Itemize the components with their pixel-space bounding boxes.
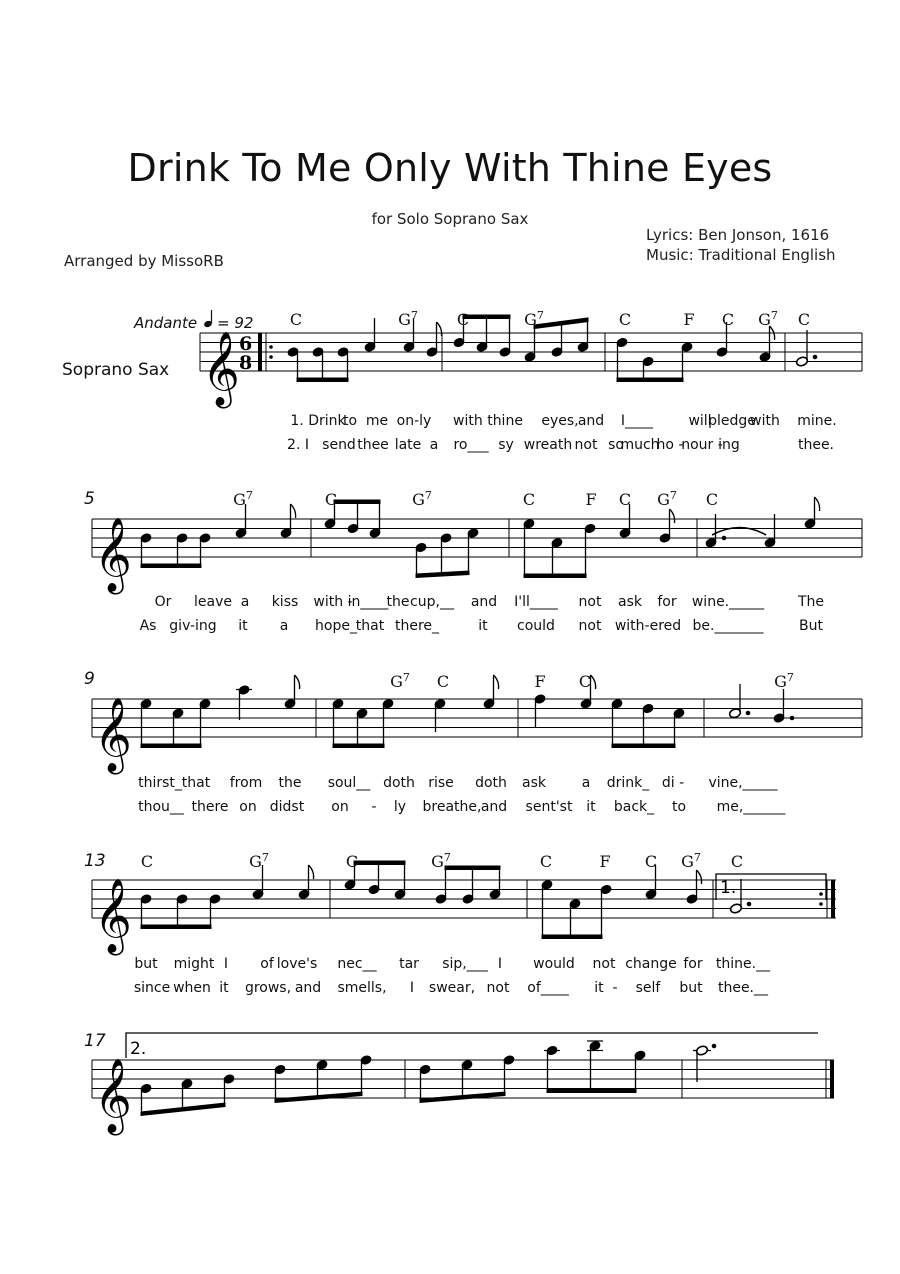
lyric-syllable: not	[592, 956, 616, 972]
chord-symbol: $G^7$	[390, 671, 410, 691]
lyric-syllable: doth	[475, 775, 507, 791]
repeat-dot	[819, 902, 823, 906]
lyric-syllable: of	[260, 956, 274, 972]
lyric-syllable: giv-ing	[169, 618, 217, 634]
lyric-syllable: the	[278, 775, 302, 791]
lyric-syllable: with thine	[453, 413, 523, 429]
lyric-syllable: on-ly	[396, 413, 432, 429]
chord-symbol: C	[522, 490, 536, 509]
lyric-syllable: and	[577, 413, 605, 429]
lyric-syllable: didst	[269, 799, 305, 815]
chord-symbol: C	[289, 310, 303, 329]
arranger-credit: Arranged by MissoRB	[64, 252, 224, 270]
measure-number: 9	[84, 669, 95, 689]
chord-symbol: F	[683, 310, 695, 329]
treble-clef-icon: 𝄞	[94, 879, 132, 953]
lyric-syllable: thee.	[797, 437, 835, 453]
chord-symbol: C	[539, 852, 553, 871]
lyric-syllable: smells,	[337, 980, 387, 996]
lyric-syllable: and	[294, 980, 322, 996]
lyric-syllable: but	[679, 980, 703, 996]
lyric-syllable: As	[139, 618, 157, 634]
lyric-syllable: a	[581, 775, 591, 791]
lyric-syllable: not	[578, 618, 602, 634]
lyric-syllable: kiss	[271, 594, 299, 610]
lyric-syllable: grows,	[244, 980, 292, 996]
chord-symbol: F	[585, 490, 597, 509]
staff-system-3	[92, 675, 862, 775]
lyric-syllable: of____	[527, 980, 569, 996]
tempo-text: Andante	[134, 314, 198, 332]
lyric-syllable: will	[688, 413, 712, 429]
lyric-syllable: 2. I	[287, 437, 309, 453]
chord-symbol: $G^7$	[657, 489, 677, 509]
chord-symbol: $G^7$	[681, 851, 701, 871]
lyric-syllable: a	[429, 437, 439, 453]
chord-symbol: $G^7$	[412, 489, 432, 509]
chord-symbol: C	[436, 672, 450, 691]
note-flag	[437, 322, 442, 336]
lyric-syllable: nour -	[681, 437, 723, 453]
repeat-end-thick-bar	[831, 880, 835, 918]
lyric-syllable: ing	[718, 437, 740, 453]
lyric-syllable: thine.__	[715, 956, 771, 972]
lyric-syllable: swear,	[428, 980, 476, 996]
lyric-syllable: could	[517, 618, 555, 634]
lyric-syllable: pledge	[708, 413, 756, 429]
repeat-dot	[269, 355, 273, 359]
lyric-syllable: to	[342, 413, 358, 429]
chord-symbol: C	[705, 490, 719, 509]
chord-symbol: $G^7$	[524, 309, 544, 329]
lyric-syllable: sy	[498, 437, 514, 453]
lyric-syllable: self	[635, 980, 661, 996]
lyric-syllable: when	[173, 980, 211, 996]
lyric-syllable: tar	[399, 956, 419, 972]
treble-clef-icon: 𝄞	[94, 698, 132, 772]
chord-symbol: F	[599, 852, 611, 871]
repeat-dot	[269, 345, 273, 349]
lyric-syllable: Or	[154, 594, 172, 610]
lyric-syllable: and	[480, 799, 508, 815]
chord-symbol: C	[618, 490, 632, 509]
lyric-syllable: ro___	[453, 437, 489, 453]
chord-symbol: $G^7$	[249, 851, 269, 871]
lyric-syllable: so	[608, 437, 624, 453]
tempo-value: = 92	[217, 314, 254, 332]
chord-symbol: C	[456, 310, 470, 329]
beam	[297, 378, 348, 382]
chord-symbol: $G^7$	[233, 489, 253, 509]
lyric-syllable: on	[331, 799, 349, 815]
lyric-syllable: sip,___	[442, 956, 488, 972]
lyric-syllable: me,______	[716, 799, 786, 815]
lyric-syllable: ask	[618, 594, 642, 610]
chord-symbol: C	[345, 852, 359, 871]
staff-system-5	[92, 1033, 834, 1136]
treble-clef-icon: 𝄞	[202, 332, 240, 406]
lyric-syllable: I____	[620, 413, 654, 429]
lyric-syllable: I	[223, 956, 229, 972]
augmentation-dot	[813, 355, 817, 359]
lyric-syllable: and	[470, 594, 498, 610]
lyric-syllable: wreath	[523, 437, 573, 453]
lyric-syllable: there_	[394, 618, 440, 634]
chord-symbol: $G^7$	[774, 671, 794, 691]
chord-symbol: C	[578, 672, 592, 691]
lyric-syllable: rise	[428, 775, 454, 791]
lyric-syllable: late	[394, 437, 422, 453]
lyric-syllable: vine,_____	[708, 775, 778, 791]
lyric-syllable: that	[181, 775, 211, 791]
lyric-syllable: eyes,	[541, 413, 579, 429]
lyric-syllable: with -	[313, 594, 353, 610]
chord-symbol: C	[644, 852, 658, 871]
repeat-dot	[819, 892, 823, 896]
lyric-syllable: it	[238, 618, 248, 634]
instrument-name: Soprano Sax	[62, 360, 170, 380]
lyric-syllable: on	[239, 799, 257, 815]
lyric-syllable: the	[386, 594, 410, 610]
lyric-syllable: not	[578, 594, 602, 610]
treble-clef-icon: 𝄞	[94, 518, 132, 592]
lyric-syllable: 1. Drink	[290, 413, 346, 429]
repeat-start-thick-bar	[258, 333, 262, 371]
chord-symbol: C	[797, 310, 811, 329]
chord-symbol: C	[324, 490, 338, 509]
lyric-syllable: to	[671, 799, 687, 815]
chord-symbol: C	[618, 310, 632, 329]
composer-credit: Music: Traditional English	[646, 246, 836, 264]
final-thick-bar	[830, 1060, 834, 1098]
lyric-syllable: thou__	[138, 799, 184, 815]
volta-label-1: 1.	[720, 878, 737, 898]
lyric-syllable: with	[750, 413, 780, 429]
lyric-syllable: I	[409, 980, 415, 996]
lyric-syllable: me	[365, 413, 389, 429]
lyric-syllable: in____	[347, 594, 389, 610]
lyric-syllable: ly	[393, 799, 407, 815]
lyric-syllable: it	[219, 980, 229, 996]
lyric-syllable: not	[486, 980, 510, 996]
lyric-syllable: thirst_	[138, 775, 182, 791]
lyric-syllable: be._______	[692, 618, 764, 634]
staff-system-2	[92, 497, 862, 595]
lyric-syllable: But	[799, 618, 823, 634]
lyric-syllable: soul__	[327, 775, 371, 791]
volta-label-2: 2.	[130, 1039, 147, 1059]
lyric-syllable: love's	[276, 956, 318, 972]
staff-system-1	[200, 315, 862, 409]
lyric-syllable: for	[657, 594, 677, 610]
measure-number: 5	[84, 489, 95, 509]
lyric-syllable: -	[612, 980, 618, 996]
lyric-syllable: nec__	[337, 956, 377, 972]
chord-symbol: C	[721, 310, 735, 329]
lyric-syllable: not	[574, 437, 598, 453]
chord-symbol: $G^7$	[758, 309, 778, 329]
chord-symbol: C	[730, 852, 744, 871]
time-signature-top: 6	[239, 333, 253, 355]
lyric-syllable: send	[322, 437, 356, 453]
lyric-syllable: might	[173, 956, 215, 972]
lyric-syllable: from	[229, 775, 263, 791]
lyric-syllable: breathe,	[422, 799, 482, 815]
lyric-syllable: a	[240, 594, 250, 610]
lyric-syllable: that	[355, 618, 385, 634]
lyric-syllable: di -	[661, 775, 685, 791]
lyric-syllable: The	[797, 594, 825, 610]
lyric-syllable: it	[586, 799, 596, 815]
staff-system-4	[92, 861, 836, 956]
lyric-syllable: I	[497, 956, 503, 972]
lyric-syllable: ho -	[656, 437, 684, 453]
lyric-syllable: change	[625, 956, 677, 972]
lyric-syllable: with-ered	[614, 618, 682, 634]
quarter-note-icon	[203, 310, 213, 328]
lyric-syllable: drink_	[606, 775, 650, 791]
chord-symbol: $G^7$	[398, 309, 418, 329]
lyric-syllable: thee.__	[717, 980, 769, 996]
lyric-syllable: leave	[194, 594, 232, 610]
lyric-syllable: wine._____	[691, 594, 765, 610]
lyric-syllable: mine.	[797, 413, 837, 429]
lyric-syllable: since	[133, 980, 171, 996]
measure-number: 13	[84, 851, 106, 871]
lyric-syllable: much	[620, 437, 660, 453]
score-title: Drink To Me Only With Thine Eyes	[127, 146, 773, 190]
lyric-syllable: I'll____	[514, 594, 558, 610]
lyric-syllable: it	[478, 618, 488, 634]
lyric-syllable: ask	[522, 775, 546, 791]
lyricist-credit: Lyrics: Ben Jonson, 1616	[646, 226, 830, 244]
lyric-syllable: sent'st	[525, 799, 573, 815]
lyric-syllable: cup,__	[410, 594, 454, 610]
lyric-syllable: there	[191, 799, 229, 815]
lyric-syllable: doth	[383, 775, 415, 791]
lyric-syllable: thee	[357, 437, 389, 453]
treble-clef-icon: 𝄞	[94, 1059, 132, 1133]
score-subtitle: for Solo Soprano Sax	[371, 210, 529, 228]
time-signature-bottom: 8	[239, 352, 253, 374]
measure-number: 17	[84, 1031, 106, 1051]
lyric-syllable: back_	[613, 799, 655, 815]
lyric-syllable: but	[134, 956, 158, 972]
lyric-syllable: would	[533, 956, 575, 972]
lyric-syllable: -	[371, 799, 377, 815]
lyric-syllable: a	[279, 618, 289, 634]
chord-symbol: F	[534, 672, 546, 691]
chord-symbol: C	[140, 852, 154, 871]
lyric-syllable: for	[683, 956, 703, 972]
lyric-syllable: hope_	[315, 618, 357, 634]
chord-symbol: $G^7$	[431, 851, 451, 871]
lyric-syllable: it	[594, 980, 604, 996]
